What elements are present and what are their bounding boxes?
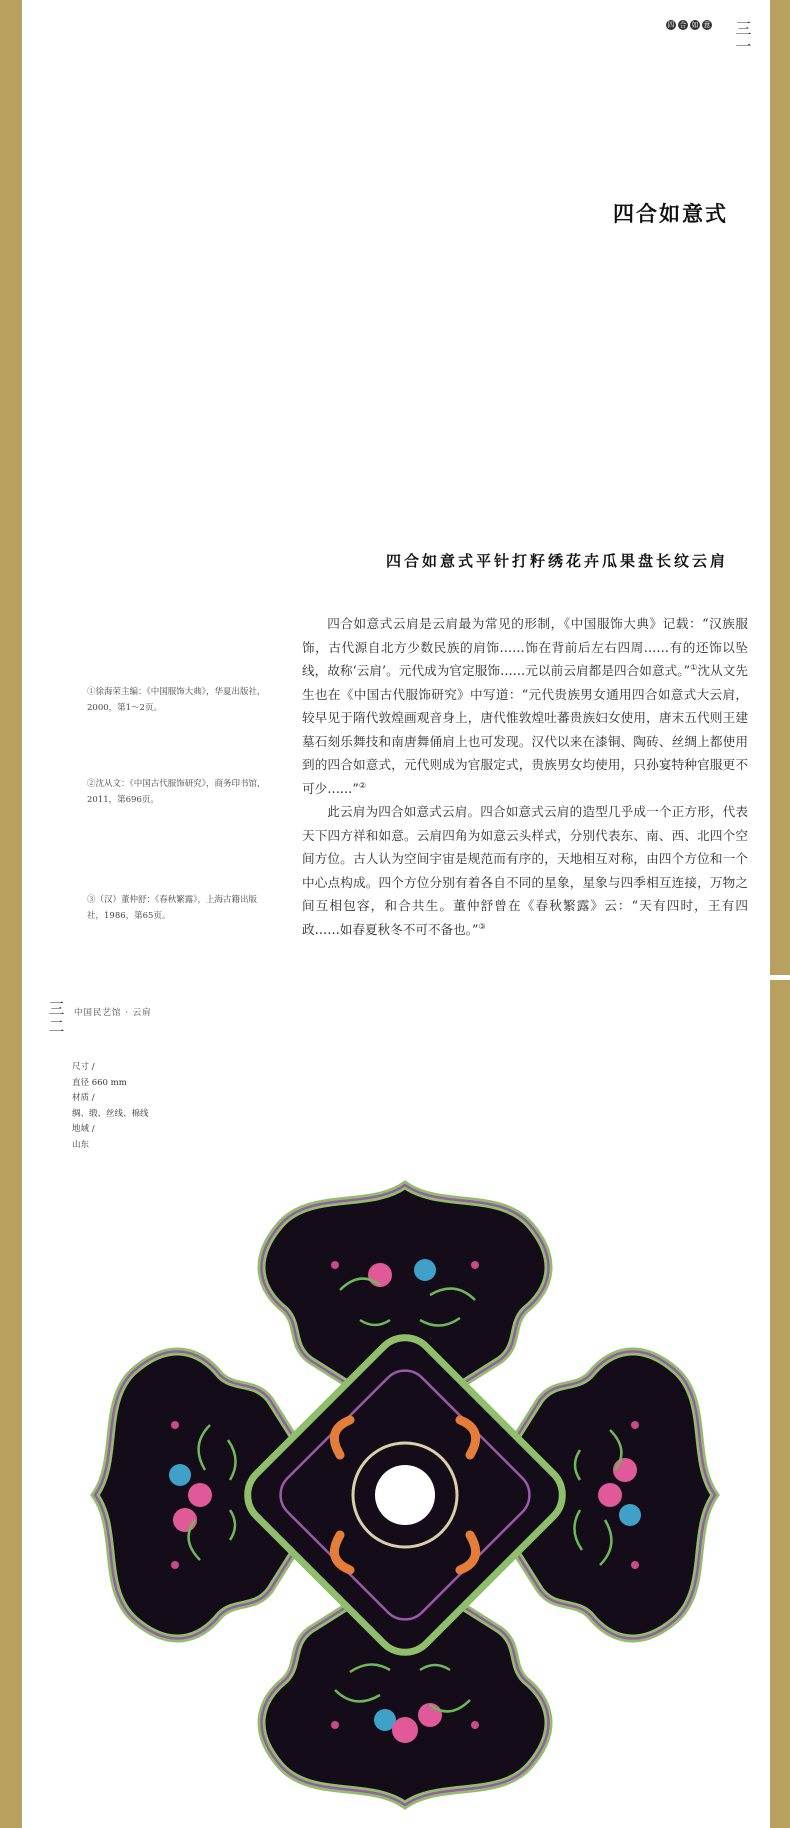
- neck-opening: [375, 1465, 435, 1525]
- body-text: [302, 612, 748, 941]
- badge-char: 合: [679, 21, 687, 29]
- badge-char: 如: [691, 21, 699, 29]
- paragraph-1: [302, 612, 748, 800]
- footnote-ref-3: ③: [478, 921, 486, 931]
- footnote-1: ①徐海荣主编：《中国服饰大典》，华夏出版社，2000，第1～2页。: [87, 687, 266, 713]
- gold-frame-left: [0, 0, 22, 1828]
- chapter-title: 四合如意式: [613, 201, 728, 226]
- paragraph-1-text: 四合如意式云肩是云肩最为常见的形制，《中国服饰大典》记载：“汉族服饰，古代源自北方少数民族的肩饰……饰在背前后左右四周……有的还饰以坠线，故称‘云肩’。元代成为官定服饰……元以前云肩都是四合如意式。”: [302, 616, 748, 678]
- size-label: 尺寸 /: [72, 1062, 95, 1072]
- badge-char: 四: [667, 21, 675, 29]
- page-number: 三一: [733, 20, 752, 56]
- artifact-meta: [72, 1060, 149, 1153]
- size-value: 直径 660 mm: [72, 1077, 127, 1088]
- paragraph-2: [302, 800, 748, 941]
- region-label: 地域 /: [72, 1124, 95, 1134]
- bottom-page: [22, 980, 770, 1828]
- header-badge: [666, 20, 712, 30]
- footnote-3: ③（汉）董仲舒：《春秋繁露》，上海古籍出版社，1986，第65页。: [87, 895, 258, 921]
- region-value: 山东: [72, 1139, 90, 1150]
- footnote-2: ②沈从文：《中国古代服饰研究》，商务印书馆，2011，第696页。: [87, 779, 266, 805]
- paragraph-1-cont: 沈从文先生也在《中国古代服饰研究》中写道：“元代贵族男女通用四合如意式大云肩，较早见于隋代敦煌画观音身上，唐代惟敦煌吐蕃贵族妇女使用，唐末五代则王建墓石刻乐舞技和南唐舞俑肩上也可发现。汉代以来在漆铜、陶砖、丝绸上都使用到的四合如意式，元代则成为官服定式，贵族男女均使用，只孙宴特种官服更不可少……”: [302, 663, 749, 796]
- gold-frame-right: [770, 0, 790, 1828]
- footnote-ref-2: ②: [358, 780, 366, 790]
- footnote-ref-1: ①: [690, 662, 698, 672]
- material-value: 绸、缎、丝线、棉线: [72, 1108, 149, 1119]
- material-label: 材质 /: [72, 1093, 95, 1103]
- running-head: 中国民艺馆 · 云肩: [74, 1008, 152, 1018]
- page-number: 三二: [46, 1000, 65, 1036]
- item-title: 四合如意式平针打籽绣花卉瓜果盘长纹云肩: [385, 552, 728, 570]
- page-gap: [770, 975, 790, 980]
- top-page: [22, 0, 770, 975]
- paragraph-2-text: 此云肩为四合如意式云肩。四合如意式云肩的造型几乎成一个正方形，代表天下四方祥和如意。云肩四角为如意云头样式，分别代表东、南、西、北四个空间方位。古人认为空间宇宙是规范而有序的，天地相互对称，由四个方位和一个中心点构成。四个方位分别有着各自不同的星象，星象与四季相互连接，万物之间互相包容，和合共生。董仲舒曾在《春秋繁露》云：“天有四时，王有四政……如春夏秋冬不可不备也。”: [302, 804, 748, 937]
- badge-char: 意: [703, 21, 711, 29]
- cloud-collar-image: [80, 1170, 730, 1820]
